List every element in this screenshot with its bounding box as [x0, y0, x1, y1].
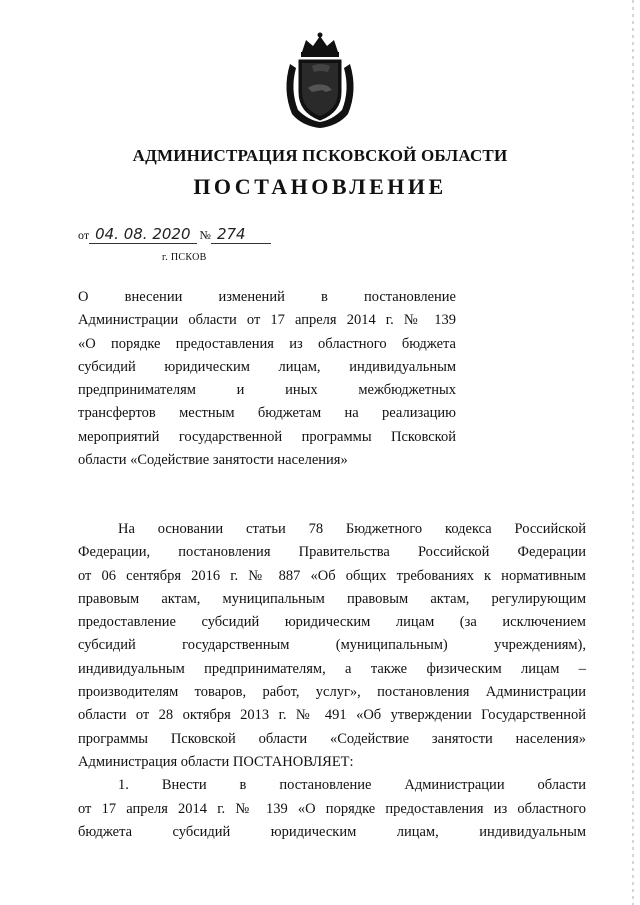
subject-line: субсидий юридическим лицам, индивидуальным — [78, 358, 456, 375]
body-line: 1. Внести в постановление Администрации области — [118, 777, 586, 794]
document-subject — [78, 286, 456, 472]
body-line: от 06 сентября 2016 г. № 887 «Об общих требованиях к нормативным — [78, 567, 586, 584]
organization-name: АДМИНИСТРАЦИЯ ПСКОВСКОЙ ОБЛАСТИ — [132, 146, 508, 165]
body-line: Федерации, постановления Правительства Российской Федерации — [78, 544, 586, 561]
subject-line: области «Содействие занятости населения» — [78, 452, 348, 469]
body-line: индивидуальным предпринимателям, а также физическим лицам – — [78, 660, 586, 677]
subject-line: «О порядке предоставления из областного бюджета — [78, 335, 456, 352]
number-label: № — [199, 228, 211, 242]
body-line: правовым актам, муниципальным правовым актам, регулирующим — [78, 590, 586, 607]
date-number-line — [78, 226, 271, 244]
subject-line: трансфертов местным бюджетам на реализацию — [78, 405, 456, 422]
pskov-coat-of-arms-icon — [272, 30, 368, 130]
handwritten-number: 274 — [211, 226, 271, 244]
subject-line: О внесении изменений в постановление — [78, 289, 456, 305]
body-line: Администрация области ПОСТАНОВЛЯЕТ: — [78, 753, 354, 770]
subject-line: мероприятий государственной программы Псковской — [78, 428, 456, 445]
scan-edge-artifact — [632, 0, 634, 905]
body-line: области от 28 октября 2013 г. № 491 «Об утверждении Государственной — [78, 707, 586, 724]
body-line: субсидий государственным (муниципальным) учреждениям), — [78, 637, 586, 654]
body-line: предоставление субсидий юридическим лицам (за исключением — [78, 614, 586, 631]
body-line: бюджета субсидий юридическим лицам, индивидуальным — [78, 823, 586, 840]
date-prefix: от — [78, 228, 90, 242]
document-type-title: ПОСТАНОВЛЕНИЕ — [193, 174, 447, 199]
subject-line: предпринимателям и иных межбюджетных — [78, 382, 456, 399]
city-label: г. ПСКОВ — [162, 252, 207, 263]
subject-line: Администрации области от 17 апреля 2014 г. № 139 — [78, 312, 456, 329]
document-body — [78, 518, 586, 844]
body-line: программы Псковской области «Содействие занятости населения» — [78, 730, 586, 747]
body-line: производителям товаров, работ, услуг», постановления Администрации — [78, 684, 586, 701]
body-line: от 17 апреля 2014 г. № 139 «О порядке предоставления из областного — [78, 800, 586, 817]
handwritten-date: 04. 08. 2020 — [89, 226, 196, 244]
body-line: На основании статьи 78 Бюджетного кодекса Российской — [118, 521, 586, 537]
